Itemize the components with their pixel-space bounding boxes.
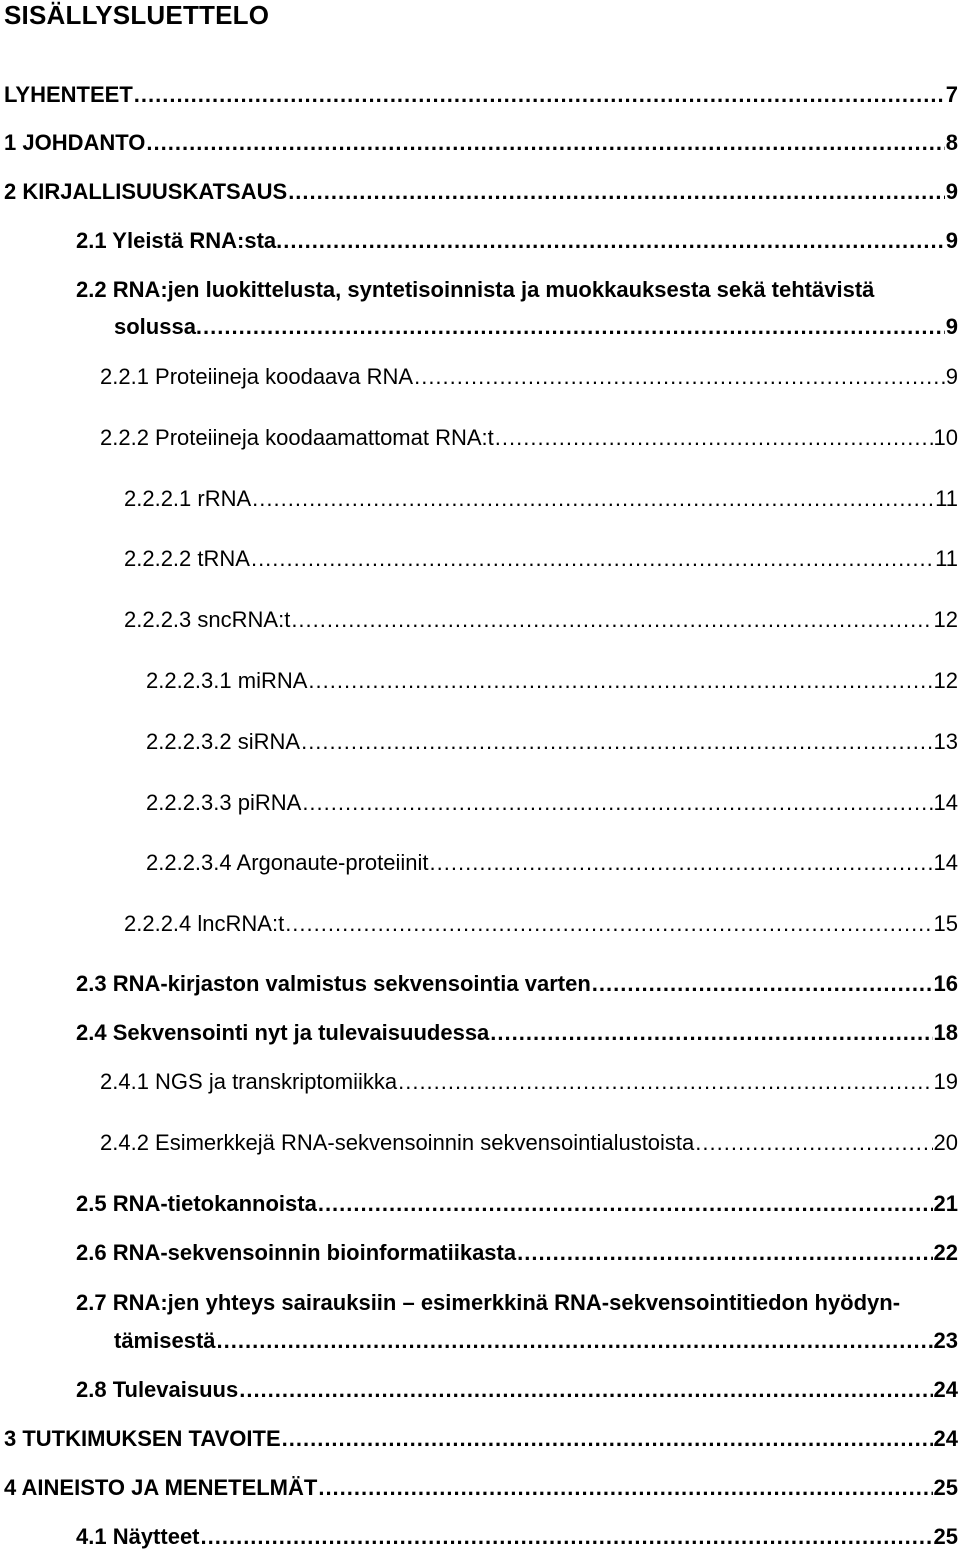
toc-entry-label: 2.2.2.3.3 piRNA xyxy=(146,790,302,815)
toc-entry-johdanto[interactable] xyxy=(4,132,958,154)
leader-dots xyxy=(592,973,933,995)
leader-dots xyxy=(288,181,945,203)
toc-entry-2-2-2-3-1[interactable] xyxy=(146,670,958,692)
toc-entry-label: solussa. xyxy=(114,314,203,339)
toc-entry-page: 24 xyxy=(933,1426,958,1451)
toc-entry-label: 2.2.2.3.4 Argonaute-proteiinit xyxy=(146,850,429,875)
toc-entry-lyhenteet[interactable] xyxy=(4,84,958,106)
toc-entry-4-1[interactable] xyxy=(76,1526,958,1548)
toc-entry-label: 2.4.1 NGS ja transkriptomiikka xyxy=(100,1069,398,1094)
toc-entry-2-2-2-3-3[interactable] xyxy=(146,792,958,814)
toc-entry-page: 24 xyxy=(933,1377,958,1402)
leader-dots xyxy=(308,670,932,692)
leader-dots xyxy=(318,1477,932,1499)
toc-entry-label: 4.1 Näytteet xyxy=(76,1524,200,1549)
leader-dots xyxy=(495,427,933,449)
toc-entry-page: 8 xyxy=(945,130,958,155)
toc-entry-label: 2.5 RNA-tietokannoista xyxy=(76,1191,317,1216)
toc-entry-page: 7 xyxy=(945,82,958,107)
toc-entry-page: 15 xyxy=(933,911,958,936)
toc-entry-2-2-1[interactable] xyxy=(100,366,958,388)
leader-dots xyxy=(490,1022,932,1044)
toc-entry-label: 2.4 Sekvensointi nyt ja tulevaisuudessa xyxy=(76,1020,490,1045)
leader-dots xyxy=(301,731,932,753)
toc-entry-page: 11 xyxy=(935,486,958,511)
toc-entry-page: 12 xyxy=(933,668,958,693)
toc-entry-page: 23 xyxy=(933,1328,958,1353)
toc-entry-page: 25 xyxy=(933,1475,958,1500)
toc-entry-2-4-1[interactable] xyxy=(100,1071,958,1093)
page-title: SISÄLLYSLUETTELO xyxy=(4,0,270,30)
toc-entry-page: 9 xyxy=(945,314,958,339)
leader-dots xyxy=(217,1330,933,1352)
toc-entry-page: 19 xyxy=(933,1069,958,1094)
toc-entry-page: 18 xyxy=(933,1020,958,1045)
toc-entry-label: 2.2.2 Proteiineja koodaamattomat RNA:t xyxy=(100,425,494,450)
leader-dots xyxy=(285,913,932,935)
toc-entry-label: 2 KIRJALLISUUSKATSAUS xyxy=(4,179,288,204)
toc-entry-page: 20 xyxy=(933,1130,958,1155)
leader-dots xyxy=(283,230,945,252)
leader-dots xyxy=(517,1242,932,1264)
toc-entry-2-2-2-3-2[interactable] xyxy=(146,731,958,753)
toc-entry-2-7-line1[interactable]: 2.7 RNA:jen yhteys sairauksiin – esimerkkinä RNA-sekvensointitiedon hyödyn- xyxy=(76,1290,901,1315)
leader-dots xyxy=(695,1132,932,1154)
toc-entry-2-8[interactable] xyxy=(76,1379,958,1401)
toc-entry-kirjallisuuskatsaus[interactable] xyxy=(4,181,958,203)
toc-entry-2-4[interactable] xyxy=(76,1022,958,1044)
toc-entry-page: 14 xyxy=(933,850,958,875)
toc-entry-label: 4 AINEISTO JA MENETELMÄT xyxy=(4,1475,318,1500)
toc-entry-label: 2.4.2 Esimerkkejä RNA-sekvensoinnin sekvensointialustoista xyxy=(100,1130,695,1155)
toc-entry-page: 21 xyxy=(933,1191,958,1216)
toc-entry-page: 10 xyxy=(933,425,958,450)
leader-dots xyxy=(239,1379,932,1401)
toc-entry-page: 11 xyxy=(935,546,958,571)
toc-entry-label: tämisestä xyxy=(114,1328,216,1353)
toc-entry-2-4-2[interactable] xyxy=(100,1132,958,1154)
toc-entry-2-7[interactable] xyxy=(114,1330,958,1352)
toc-entry-label: 2.8 Tulevaisuus xyxy=(76,1377,239,1402)
toc-entry-label: 2.2.2.3 sncRNA:t xyxy=(124,607,291,632)
leader-dots xyxy=(203,316,945,338)
leader-dots xyxy=(430,852,933,874)
leader-dots xyxy=(251,548,934,570)
leader-dots xyxy=(146,132,944,154)
toc-entry-label: 2.1 Yleistä RNA:sta. xyxy=(76,228,283,253)
toc-entry-label: 2.6 RNA-sekvensoinnin bioinformatiikasta xyxy=(76,1240,517,1265)
toc-entry-2-2[interactable] xyxy=(114,316,958,338)
toc-entry-label: 2.2.1 Proteiineja koodaava RNA xyxy=(100,364,414,389)
toc-entry-tutkimuksen-tavoite[interactable] xyxy=(4,1428,958,1450)
toc-entry-page: 22 xyxy=(933,1240,958,1265)
toc-entry-2-6[interactable] xyxy=(76,1242,958,1264)
toc-entry-2-2-2-4[interactable] xyxy=(124,913,958,935)
toc-entry-page: 16 xyxy=(933,971,958,996)
leader-dots xyxy=(291,609,932,631)
toc-entry-page: 14 xyxy=(933,790,958,815)
toc-entry-label: 3 TUTKIMUKSEN TAVOITE xyxy=(4,1426,281,1451)
toc-entry-aineisto-ja-menetelmat[interactable] xyxy=(4,1477,958,1499)
toc-entry-label: 2.3 RNA-kirjaston valmistus sekvensointia varten xyxy=(76,971,591,996)
toc-entry-2-2-2-3[interactable] xyxy=(124,609,958,631)
toc-entry-2-2-2[interactable] xyxy=(100,427,958,449)
leader-dots xyxy=(398,1071,932,1093)
toc-entry-label: 2.2.2.3.1 miRNA xyxy=(146,668,308,693)
toc-entry-page: 9 xyxy=(945,228,958,253)
leader-dots xyxy=(414,366,945,388)
toc-entry-2-2-2-3-4[interactable] xyxy=(146,852,958,874)
toc-entry-page: 25 xyxy=(933,1524,958,1549)
toc-entry-label: 2.2.2.4 lncRNA:t xyxy=(124,911,285,936)
toc-entry-2-1[interactable] xyxy=(76,230,958,252)
leader-dots xyxy=(201,1526,933,1548)
toc-entry-2-2-2-2[interactable] xyxy=(124,548,958,570)
toc-entry-2-3[interactable] xyxy=(76,973,958,995)
toc-entry-label: 2.2.2.3.2 siRNA xyxy=(146,729,301,754)
toc-entry-2-5[interactable] xyxy=(76,1193,958,1215)
toc-entry-page: 13 xyxy=(933,729,958,754)
leader-dots xyxy=(252,488,934,510)
toc-entry-label: LYHENTEET xyxy=(4,82,133,107)
toc-entry-label: 2.2.2.2 tRNA xyxy=(124,546,250,571)
leader-dots xyxy=(318,1193,933,1215)
leader-dots xyxy=(134,84,945,106)
toc-entry-2-2-2-1[interactable] xyxy=(124,488,958,510)
toc-entry-label: 2.2.2.1 rRNA xyxy=(124,486,252,511)
toc-entry-page: 12 xyxy=(933,607,958,632)
toc-entry-page: 9 xyxy=(945,364,958,389)
leader-dots xyxy=(282,1428,933,1450)
toc-entry-2-2-line1[interactable]: 2.2 RNA:jen luokittelusta, syntetisoinnista ja muokkauksesta sekä tehtävistä xyxy=(76,277,875,302)
toc-entry-label: 1 JOHDANTO xyxy=(4,130,146,155)
leader-dots xyxy=(302,792,932,814)
toc-entry-page: 9 xyxy=(945,179,958,204)
